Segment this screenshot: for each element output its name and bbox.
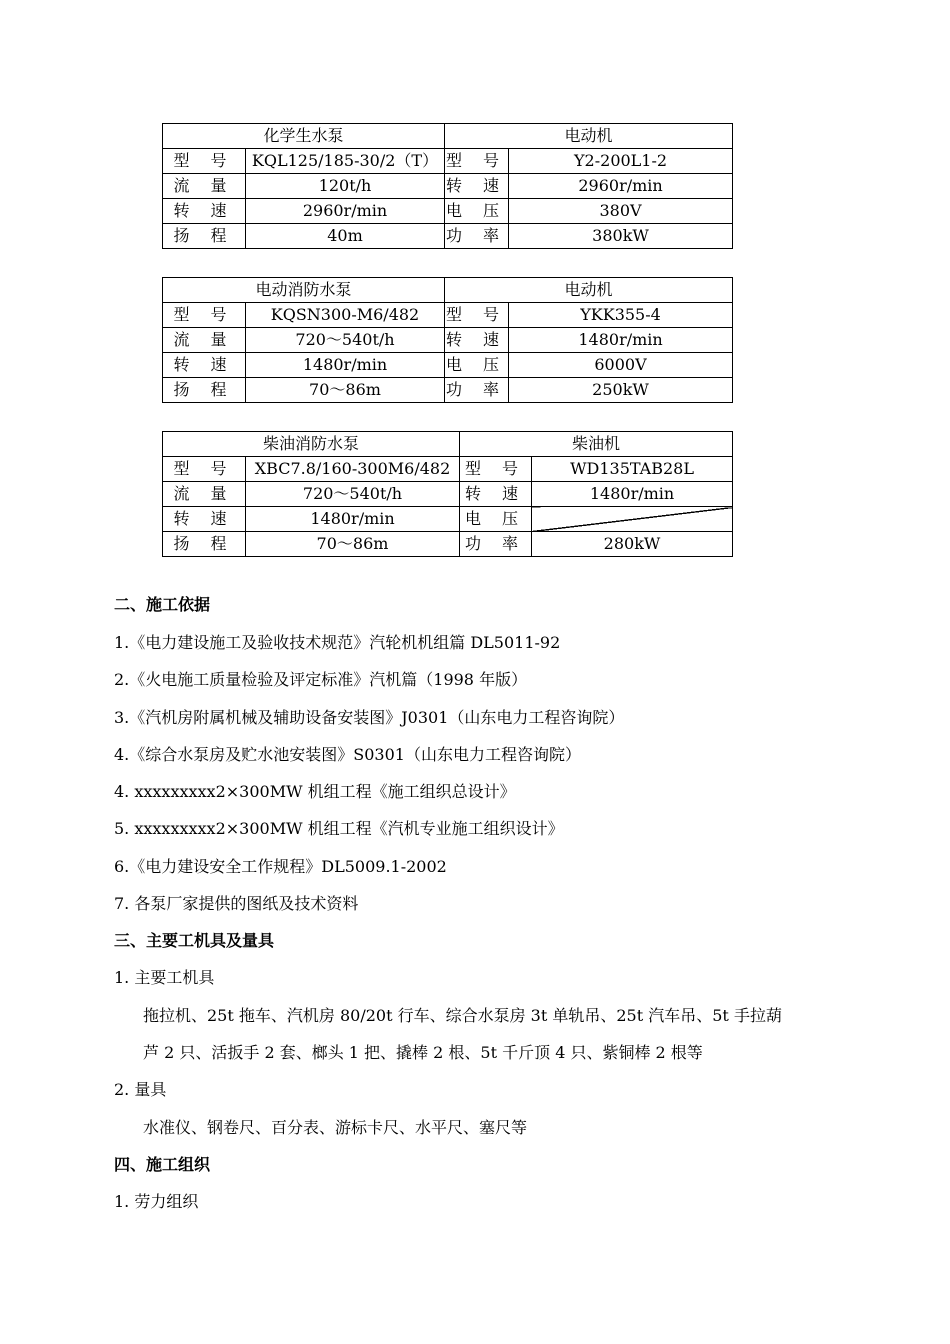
row-label: 型 号: [163, 457, 246, 482]
table-header-row: [163, 432, 733, 457]
row-label: 扬 程: [163, 224, 246, 249]
table-row: [163, 378, 733, 403]
row-value: 6000V: [509, 353, 733, 378]
row-label: 转 速: [163, 507, 246, 532]
table-row: [163, 303, 733, 328]
table-row: [163, 457, 733, 482]
row-value: 70～86m: [246, 378, 445, 403]
pump-header: 化学生水泵: [163, 124, 445, 149]
reference-item: 3.《汽机房附属机械及辅助设备安装图》J0301（山东电力工程咨询院）: [114, 708, 625, 727]
row-label: 转 速: [163, 353, 246, 378]
row-value: 280kW: [532, 532, 733, 557]
table-row: [163, 532, 733, 557]
reference-item: 6.《电力建设安全工作规程》DL5009.1-2002: [114, 857, 447, 876]
row-label: 型 号: [445, 303, 509, 328]
table-header-row: [163, 124, 733, 149]
row-label: 转 速: [460, 482, 532, 507]
section-heading: 四、施工组织: [114, 1155, 211, 1174]
table-row: [163, 482, 733, 507]
pump-spec-table-3: [162, 431, 733, 557]
row-label: 功 率: [445, 378, 509, 403]
engine-header: 柴油机: [460, 432, 733, 457]
tools-text: 拖拉机、25t 拖车、汽机房 80/20t 行车、综合水泵房 3t 单轨吊、25t 汽车吊、5t 手拉葫: [143, 1006, 782, 1025]
row-value: 40m: [246, 224, 445, 249]
row-label: 转 速: [163, 199, 246, 224]
reference-item: 4.《综合水泵房及贮水池安装图》S0301（山东电力工程咨询院）: [114, 745, 581, 764]
reference-item: 1.《电力建设施工及验收技术规范》汽轮机机组篇 DL5011-92: [114, 633, 561, 652]
reference-item: 7. 各泵厂家提供的图纸及技术资料: [114, 894, 359, 913]
table-row: [163, 149, 733, 174]
row-value: Y2-200L1-2: [509, 149, 733, 174]
row-label: 电 压: [460, 507, 532, 532]
empty-diagonal-cell: [532, 507, 733, 532]
row-value: 720～540t/h: [246, 328, 445, 353]
row-value: 250kW: [509, 378, 733, 403]
pump-header: 柴油消防水泵: [163, 432, 460, 457]
row-value: 70～86m: [246, 532, 460, 557]
motor-header: 电动机: [445, 278, 733, 303]
row-value: 1480r/min: [246, 507, 460, 532]
row-value: 1480r/min: [246, 353, 445, 378]
row-label: 型 号: [163, 149, 246, 174]
row-value: YKK355-4: [509, 303, 733, 328]
row-value: 720～540t/h: [246, 482, 460, 507]
row-label: 扬 程: [163, 532, 246, 557]
row-label: 功 率: [460, 532, 532, 557]
row-label: 电 压: [445, 199, 509, 224]
section-heading: 三、主要工机具及量具: [114, 931, 275, 950]
row-value: KQL125/185-30/2（T）: [246, 149, 445, 174]
table-row: [163, 353, 733, 378]
row-label: 型 号: [460, 457, 532, 482]
tools-text: 芦 2 只、活扳手 2 套、榔头 1 把、撬棒 2 根、5t 千斤顶 4 只、紫铜棒 2 根等: [143, 1043, 703, 1062]
row-label: 流 量: [163, 328, 246, 353]
row-value: XBC7.8/160-300M6/482: [246, 457, 460, 482]
row-label: 转 速: [445, 174, 509, 199]
reference-item: 2.《火电施工质量检验及评定标准》汽机篇（1998 年版）: [114, 670, 528, 689]
row-label: 功 率: [445, 224, 509, 249]
row-label: 型 号: [163, 303, 246, 328]
table-row: [163, 507, 733, 532]
table-row: [163, 199, 733, 224]
reference-item: 4. xxxxxxxxx2×300MW 机组工程《施工组织总设计》: [114, 782, 516, 801]
section-heading: 二、施工依据: [114, 595, 211, 614]
row-value: KQSN300-M6/482: [246, 303, 445, 328]
row-label: 型 号: [445, 149, 509, 174]
row-value: 2960r/min: [509, 174, 733, 199]
pump-spec-table-2: [162, 277, 733, 403]
reference-item: 5. xxxxxxxxx2×300MW 机组工程《汽机专业施工组织设计》: [114, 819, 564, 838]
row-value: 1480r/min: [532, 482, 733, 507]
row-value: 1480r/min: [509, 328, 733, 353]
row-value: 380V: [509, 199, 733, 224]
row-label: 扬 程: [163, 378, 246, 403]
row-label: 电 压: [445, 353, 509, 378]
pump-spec-table-1: [162, 123, 733, 249]
row-value: 120t/h: [246, 174, 445, 199]
row-label: 流 量: [163, 174, 246, 199]
gauges-text: 水准仪、钢卷尺、百分表、游标卡尺、水平尺、塞尺等: [143, 1118, 528, 1137]
row-value: 380kW: [509, 224, 733, 249]
subsection-title: 1. 主要工机具: [114, 968, 215, 987]
row-value: 2960r/min: [246, 199, 445, 224]
pump-header: 电动消防水泵: [163, 278, 445, 303]
row-label: 转 速: [445, 328, 509, 353]
table-row: [163, 174, 733, 199]
table-row: [163, 328, 733, 353]
table-header-row: [163, 278, 733, 303]
row-value: WD135TAB28L: [532, 457, 733, 482]
row-label: 流 量: [163, 482, 246, 507]
motor-header: 电动机: [445, 124, 733, 149]
subsection-title: 2. 量具: [114, 1080, 167, 1099]
subsection-title: 1. 劳力组织: [114, 1192, 199, 1211]
table-row: [163, 224, 733, 249]
